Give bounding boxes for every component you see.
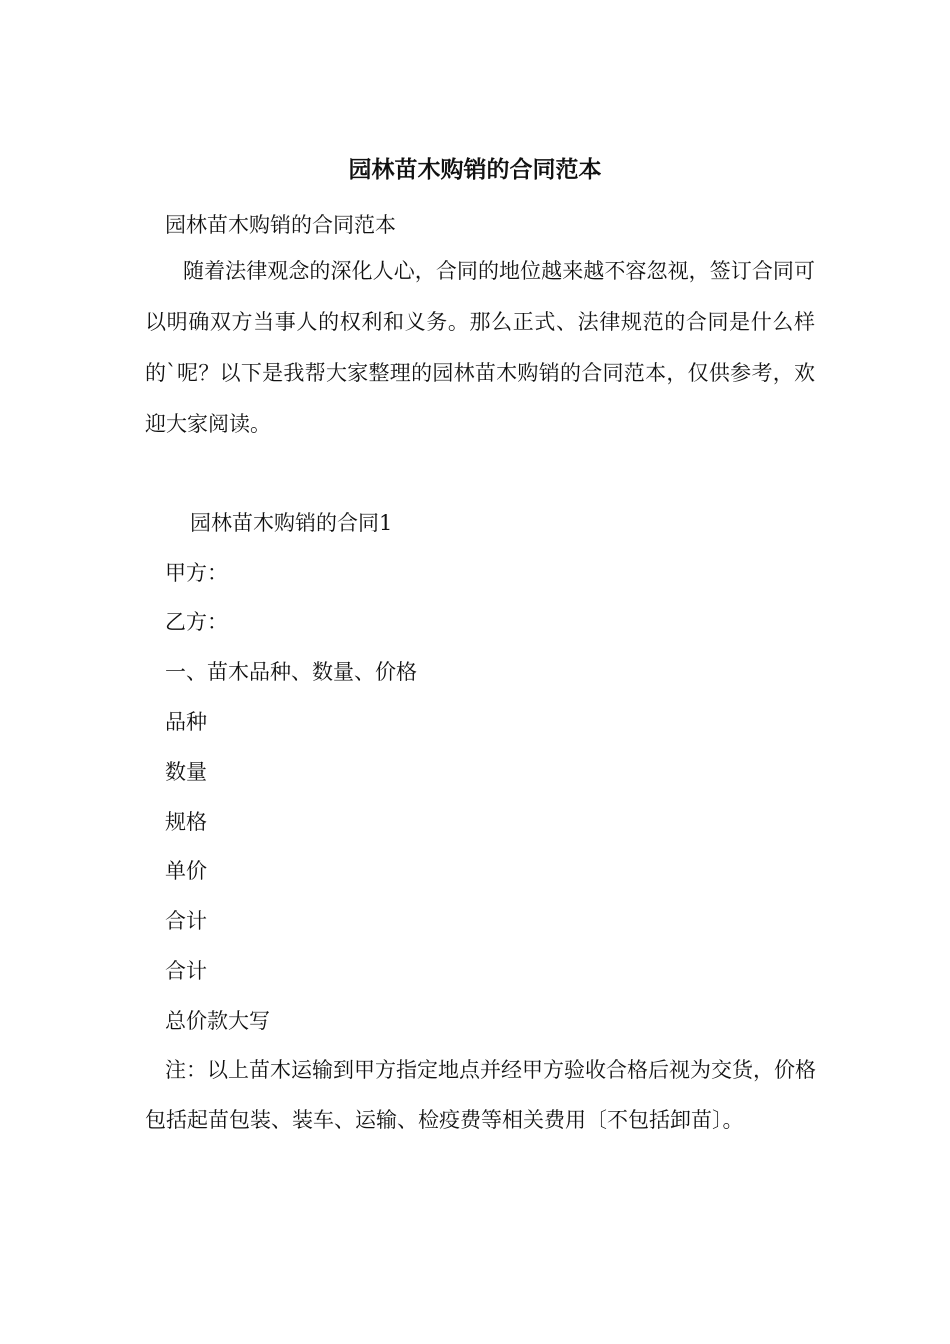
field-unit-price: 单价 bbox=[165, 859, 207, 883]
party-b-label: 乙方： bbox=[165, 610, 228, 634]
field-quantity: 数量 bbox=[165, 760, 207, 784]
intro-paragraph: 随着法律观念的深化人心，合同的地位越来越不容忽视，签订合同可以明确双方当事人的权利和义务。那么正式、法律规范的合同是什么样的`呢？以下是我帮大家整理的园林苗木购销的合同范本，仅供参考，欢迎大家阅读。 bbox=[145, 259, 815, 436]
field-variety: 品种 bbox=[165, 710, 207, 734]
field-specification: 规格 bbox=[165, 810, 207, 834]
field-subtotal: 合计 bbox=[165, 909, 207, 933]
section-title: 一、苗木品种、数量、价格 bbox=[165, 660, 417, 684]
document-subtitle: 园林苗木购销的合同范本 bbox=[165, 213, 396, 237]
field-total: 合计 bbox=[165, 959, 207, 983]
document-title: 园林苗木购销的合同范本 bbox=[348, 157, 602, 183]
contract-heading: 园林苗木购销的合同1 bbox=[190, 511, 393, 535]
note-paragraph: 注：以上苗木运输到甲方指定地点并经甲方验收合格后视为交货，价格包括起苗包装、装车、运输、检疫费等相关费用〔不包括卸苗〕。 bbox=[145, 1058, 816, 1132]
party-a-label: 甲方： bbox=[165, 561, 228, 585]
field-total-amount-words: 总价款大写 bbox=[165, 1009, 270, 1033]
